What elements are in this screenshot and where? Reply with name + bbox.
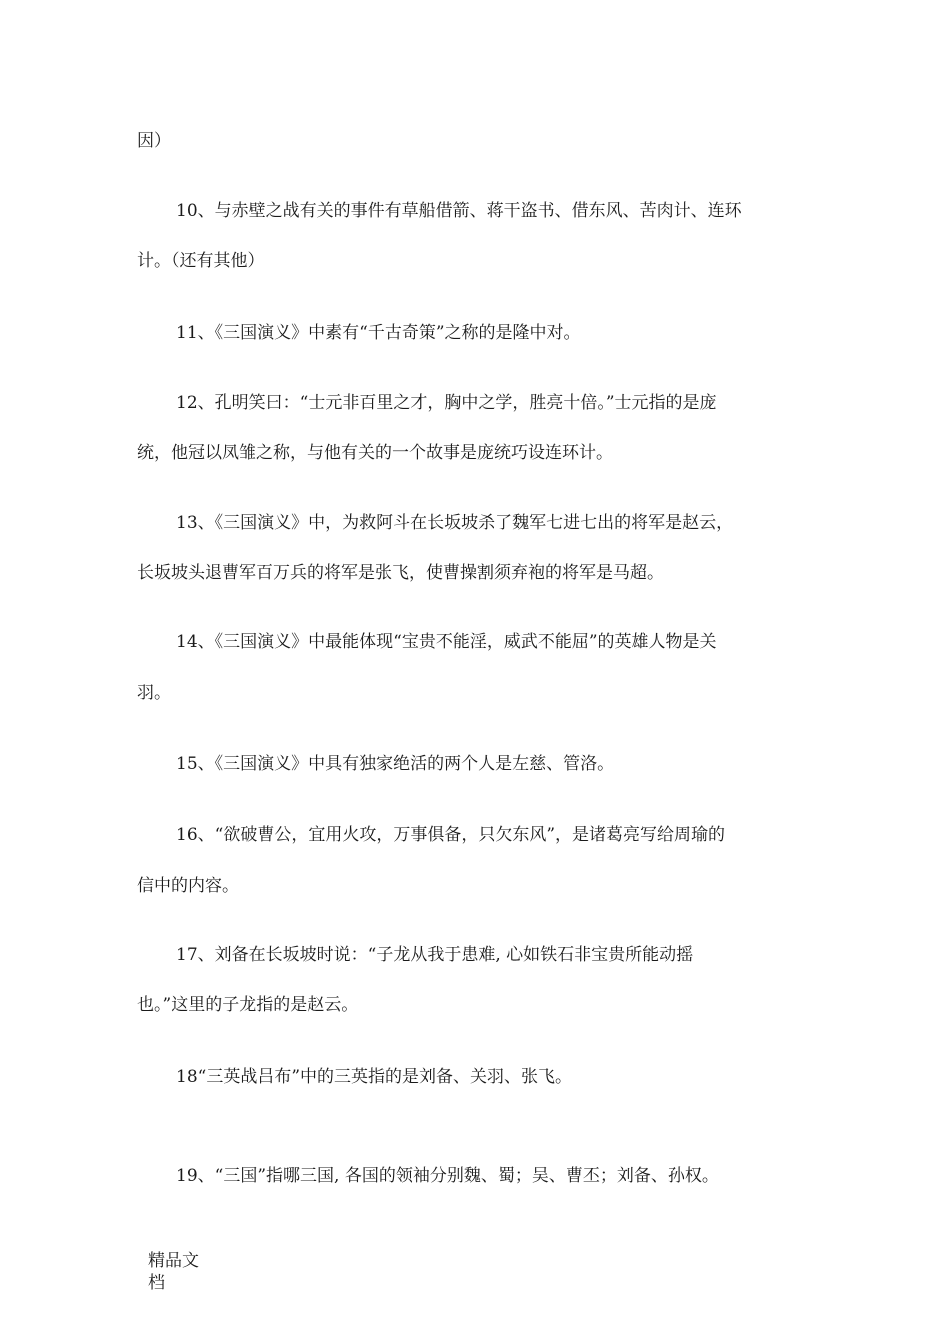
item-18-line-1: 18“三英战吕布”中的三英指的是刘备、关羽、张飞。	[176, 1067, 573, 1087]
item-12-line-2: 统，他冠以凤雏之称，与他有关的一个故事是庞统巧设连环计。	[137, 443, 613, 463]
item-10-line-2: 计。（还有其他）	[137, 251, 265, 271]
item-12-line-1: 12、孔明笑曰：“士元非百里之才，胸中之学，胜亮十倍。”士元指的是庞	[176, 393, 717, 413]
item-13-line-1: 13、《三国演义》中，为救阿斗在长坂坡杀了魏军七进七出的将军是赵云，	[176, 513, 734, 533]
footer-line-2: 档	[148, 1273, 165, 1293]
item-11-line-1: 11、《三国演义》中素有“千古奇策”之称的是隆中对。	[176, 323, 581, 343]
item-17-line-2: 也。”这里的子龙指的是赵云。	[137, 995, 359, 1015]
page-footer	[148, 1250, 228, 1294]
text-line-continuation: 因）	[137, 131, 171, 151]
item-13-line-2: 长坂坡头退曹军百万兵的将军是张飞，使曹操割须弃袍的将军是马超。	[137, 563, 664, 583]
item-19-line-1: 19、“三国”指哪三国, 各国的领袖分别魏、蜀；吴、曹丕；刘备、孙权。	[176, 1166, 719, 1186]
footer-line-1: 精品文	[148, 1251, 199, 1271]
item-16-line-1: 16、“欲破曹公，宜用火攻，万事俱备，只欠东风”，是诸葛亮写给周瑜的	[176, 825, 726, 845]
item-17-line-1: 17、刘备在长坂坡时说：“子龙从我于患难, 心如铁石非宝贵所能动摇	[176, 945, 694, 965]
item-14-line-2: 羽。	[137, 683, 171, 703]
item-14-line-1: 14、《三国演义》中最能体现“宝贵不能淫，威武不能屈”的英雄人物是关	[176, 632, 717, 652]
item-10-line-1: 10、与赤壁之战有关的事件有草船借箭、蒋干盗书、借东风、苦肉计、连环	[176, 201, 742, 221]
item-16-line-2: 信中的内容。	[137, 876, 239, 896]
item-15-line-1: 15、《三国演义》中具有独家绝活的两个人是左慈、管洛。	[176, 754, 615, 774]
